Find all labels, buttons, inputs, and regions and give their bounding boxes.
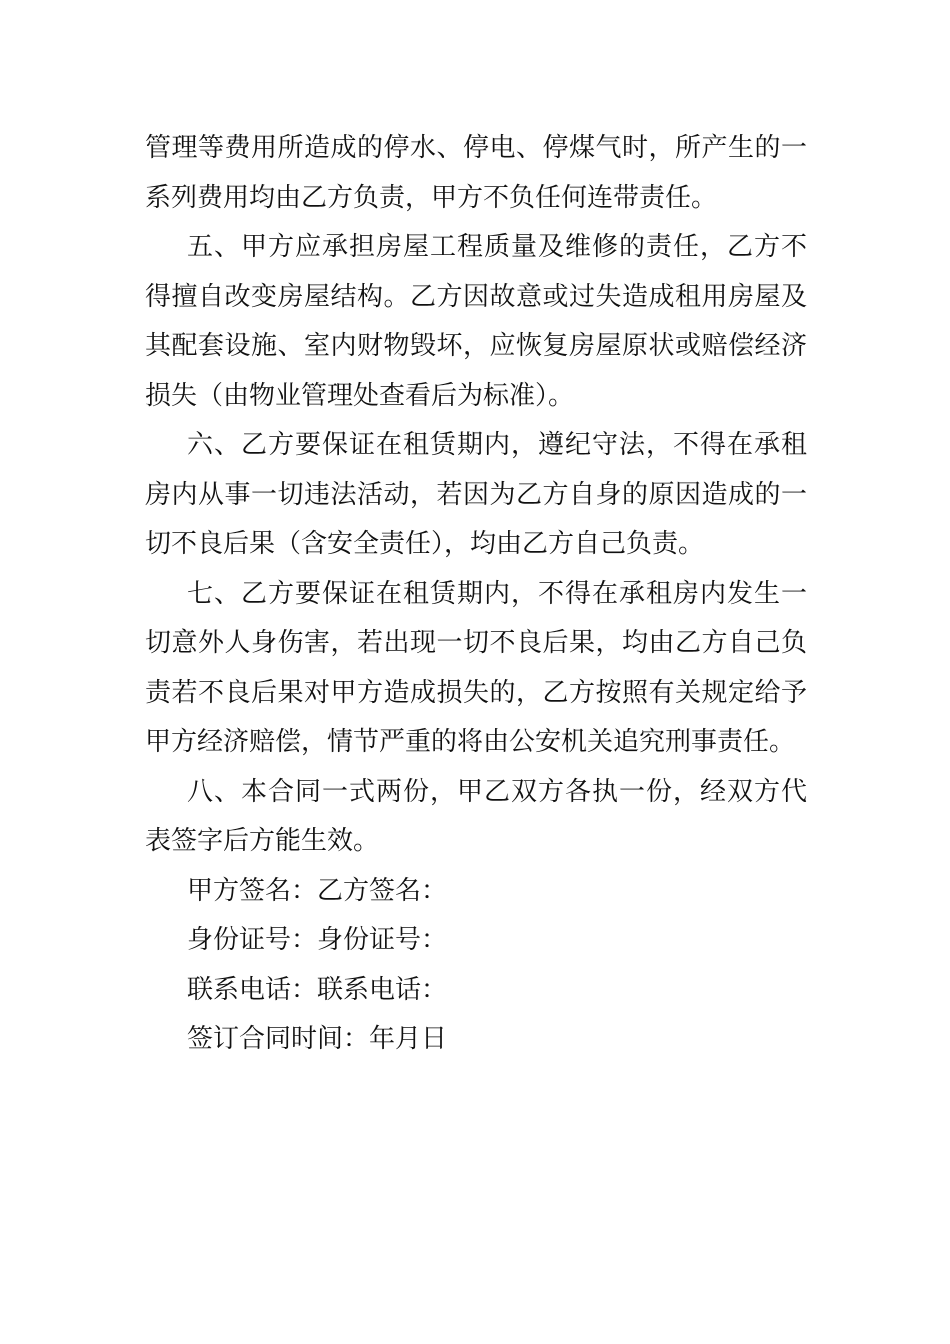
- signature-line: 甲方签名：乙方签名：: [187, 875, 448, 906]
- id-number-line: 身份证号：身份证号：: [187, 925, 448, 955]
- signature-block: [145, 867, 807, 1065]
- paragraph-clause-5: 五、甲方应承担房屋工程质量及维修的责任，乙方不得擅自改变房屋结构。乙方因故意或过失造成租用房屋及其配套设施、室内财物毁坏，应恢复房屋原状或赔偿经济损失（由物业管理处查看后为标准）。: [145, 232, 807, 411]
- paragraph-continuation: 管理等费用所造成的停水、停电、停煤气时，所产生的一系列费用均由乙方负责，甲方不负任何连带责任。: [145, 133, 807, 213]
- contract-date-line: 签订合同时间：年月日: [187, 1024, 448, 1054]
- paragraph-clause-6: 六、乙方要保证在租赁期内，遵纪守法，不得在承租房内从事一切违法活动，若因为乙方自身的原因造成的一切不良后果（含安全责任），均由乙方自己负责。: [145, 430, 807, 559]
- phone-line: 联系电话：联系电话：: [187, 974, 448, 1005]
- document-body: [145, 124, 807, 1065]
- paragraph-clause-7: 七、乙方要保证在租赁期内，不得在承租房内发生一切意外人身伤害，若出现一切不良后果，均由乙方自己负责若不良后果对甲方造成损失的，乙方按照有关规定给予甲方经济赔偿，情节严重的将由公安机关追究刑事责任。: [145, 578, 807, 757]
- paragraph-clause-8: 八、本合同一式两份，甲乙双方各执一份，经双方代表签字后方能生效。: [145, 776, 807, 856]
